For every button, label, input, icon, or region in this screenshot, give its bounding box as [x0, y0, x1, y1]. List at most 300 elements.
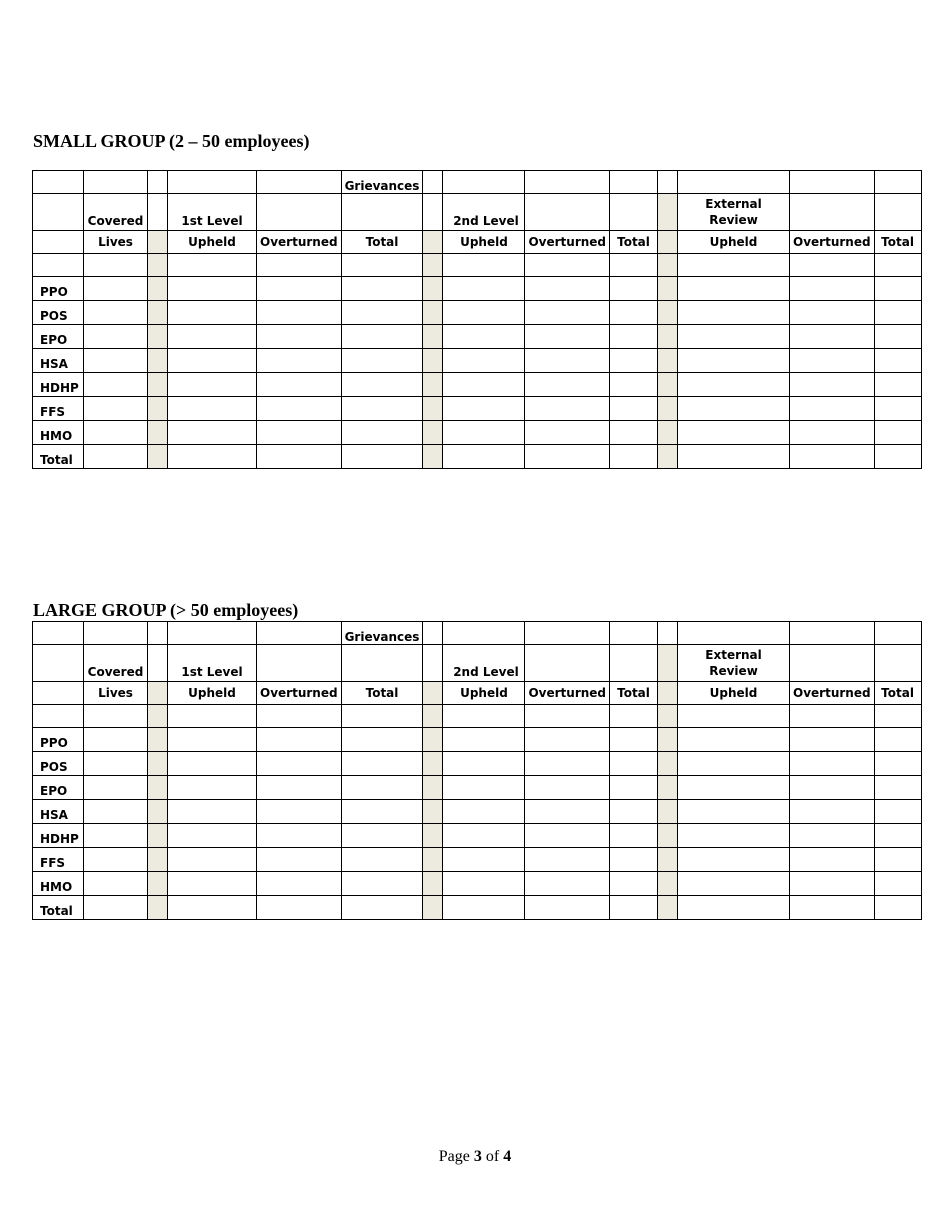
- ext-upheld-cell: [678, 373, 790, 397]
- l1-total-cell: [341, 421, 423, 445]
- separator-cell: [148, 325, 168, 349]
- row-label: FFS: [33, 397, 84, 421]
- table-row: [33, 421, 922, 445]
- ext-upheld-cell: [678, 397, 790, 421]
- ext-upheld-header: Upheld: [678, 682, 790, 705]
- header-row-sub: [33, 682, 922, 705]
- separator-cell: [658, 349, 678, 373]
- l1-overturned-cell: [257, 728, 342, 752]
- ext-overturned-cell: [790, 824, 875, 848]
- table-row: [33, 872, 922, 896]
- ext-total-cell: [874, 349, 921, 373]
- header-cell-empty: [84, 622, 148, 645]
- separator-cell: [423, 445, 443, 469]
- ext-overturned-cell: [790, 325, 875, 349]
- l2-overturned-cell: [525, 301, 610, 325]
- table-row: [33, 776, 922, 800]
- separator-cell: [148, 705, 168, 728]
- covered-lives-cell: [84, 824, 148, 848]
- separator-cell: [423, 752, 443, 776]
- table-row: [33, 397, 922, 421]
- row-label: EPO: [33, 776, 84, 800]
- l2-upheld-cell: [443, 872, 525, 896]
- blank-cell: [678, 705, 790, 728]
- covered-lives-cell: [84, 349, 148, 373]
- l1-upheld-cell: [168, 896, 257, 920]
- header-row-top: [33, 171, 922, 194]
- separator-cell: [423, 728, 443, 752]
- ext-upheld-cell: [678, 848, 790, 872]
- l2-overturned-cell: [525, 325, 610, 349]
- header-cell-empty: [525, 622, 610, 645]
- l1-upheld-cell: [168, 349, 257, 373]
- table-row: [33, 848, 922, 872]
- covered-lives-cell: [84, 421, 148, 445]
- l1-overturned-cell: [257, 421, 342, 445]
- covered-lives-cell: [84, 373, 148, 397]
- header-cell-empty: [610, 171, 658, 194]
- blank-cell: [525, 254, 610, 277]
- l2-total-cell: [610, 445, 658, 469]
- l2-overturned-cell: [525, 800, 610, 824]
- l2-total-cell: [610, 872, 658, 896]
- blank-cell: [257, 254, 342, 277]
- l1-total-cell: [341, 800, 423, 824]
- blank-cell: [443, 705, 525, 728]
- ext-overturned-cell: [790, 800, 875, 824]
- row-label: Total: [33, 896, 84, 920]
- row-label: HMO: [33, 872, 84, 896]
- l2-overturned-cell: [525, 776, 610, 800]
- ext-overturned-cell: [790, 301, 875, 325]
- header-cell-empty: [790, 645, 875, 682]
- l1-upheld-cell: [168, 397, 257, 421]
- page-of: of: [485, 1148, 500, 1165]
- separator-cell: [658, 705, 678, 728]
- ext-upheld-cell: [678, 325, 790, 349]
- l2-total-cell: [610, 397, 658, 421]
- header-cell-empty: [678, 171, 790, 194]
- l2-total-cell: [610, 752, 658, 776]
- blank-cell: [525, 705, 610, 728]
- separator-cell: [658, 728, 678, 752]
- l2-upheld-cell: [443, 896, 525, 920]
- l1-upheld-cell: [168, 728, 257, 752]
- separator-cell: [658, 824, 678, 848]
- l1-overturned-cell: [257, 872, 342, 896]
- l2-total-cell: [610, 728, 658, 752]
- ext-overturned-header: Overturned: [790, 682, 875, 705]
- header-cell-empty: [423, 645, 443, 682]
- separator-cell: [148, 277, 168, 301]
- l2-total-cell: [610, 776, 658, 800]
- l1-total-cell: [341, 349, 423, 373]
- row-label: FFS: [33, 848, 84, 872]
- header-cell-empty: [874, 645, 921, 682]
- header-cell-empty: [658, 622, 678, 645]
- header-cell-empty: [525, 171, 610, 194]
- blank-cell: [257, 705, 342, 728]
- ext-overturned-cell: [790, 752, 875, 776]
- l1-total-cell: [341, 325, 423, 349]
- covered-lives-cell: [84, 301, 148, 325]
- l2-upheld-header: Upheld: [443, 682, 525, 705]
- l2-total-cell: [610, 896, 658, 920]
- ext-total-cell: [874, 325, 921, 349]
- ext-upheld-cell: [678, 445, 790, 469]
- header-cell-empty: [168, 171, 257, 194]
- l1-upheld-cell: [168, 752, 257, 776]
- header-cell-empty: [33, 682, 84, 705]
- blank-cell: [790, 254, 875, 277]
- l1-upheld-cell: [168, 325, 257, 349]
- l1-overturned-cell: [257, 824, 342, 848]
- l1-overturned-cell: [257, 800, 342, 824]
- l1-overturned-cell: [257, 373, 342, 397]
- l2-upheld-cell: [443, 776, 525, 800]
- header-cell-empty: [148, 194, 168, 231]
- l1-overturned-cell: [257, 349, 342, 373]
- l2-overturned-cell: [525, 848, 610, 872]
- header-cell-empty: [443, 622, 525, 645]
- table-row: [33, 824, 922, 848]
- l2-total-cell: [610, 800, 658, 824]
- ext-total-cell: [874, 301, 921, 325]
- header-cell-empty: [33, 645, 84, 682]
- l2-overturned-cell: [525, 752, 610, 776]
- header-cell-empty: [423, 194, 443, 231]
- separator-cell: [658, 776, 678, 800]
- l1-upheld-cell: [168, 373, 257, 397]
- l2-overturned-header: Overturned: [525, 231, 610, 254]
- l2-upheld-cell: [443, 728, 525, 752]
- blank-cell: [610, 254, 658, 277]
- second-level-header: 2nd Level: [443, 194, 525, 231]
- ext-overturned-cell: [790, 445, 875, 469]
- covered-lives-cell: [84, 776, 148, 800]
- header-cell-empty: [148, 645, 168, 682]
- header-row-sub: [33, 231, 922, 254]
- ext-total-cell: [874, 776, 921, 800]
- l2-upheld-cell: [443, 800, 525, 824]
- l2-overturned-cell: [525, 277, 610, 301]
- l2-upheld-cell: [443, 349, 525, 373]
- covered-lives-cell: [84, 445, 148, 469]
- table-row: [33, 301, 922, 325]
- l2-overturned-cell: [525, 349, 610, 373]
- l1-total-cell: [341, 301, 423, 325]
- header-row-levels: [33, 645, 922, 682]
- l1-total-cell: [341, 373, 423, 397]
- header-cell-empty: [423, 171, 443, 194]
- row-label: EPO: [33, 325, 84, 349]
- l2-upheld-cell: [443, 824, 525, 848]
- separator-cell: [423, 231, 443, 254]
- ext-overturned-cell: [790, 421, 875, 445]
- ext-overturned-cell: [790, 728, 875, 752]
- l1-overturned-cell: [257, 301, 342, 325]
- row-label: POS: [33, 752, 84, 776]
- second-level-header: 2nd Level: [443, 645, 525, 682]
- blank-cell: [678, 254, 790, 277]
- covered-lives-cell: [84, 277, 148, 301]
- ext-upheld-cell: [678, 349, 790, 373]
- l1-total-cell: [341, 872, 423, 896]
- ext-total-cell: [874, 824, 921, 848]
- header-cell-empty: [33, 622, 84, 645]
- table-row: [33, 752, 922, 776]
- ext-overturned-cell: [790, 848, 875, 872]
- header-cell-empty: [84, 171, 148, 194]
- ext-total-cell: [874, 397, 921, 421]
- ext-upheld-cell: [678, 824, 790, 848]
- l1-overturned-cell: [257, 397, 342, 421]
- l1-overturned-cell: [257, 325, 342, 349]
- separator-cell: [423, 277, 443, 301]
- separator-cell: [658, 231, 678, 254]
- header-cell-empty: [257, 194, 342, 231]
- separator-cell: [148, 848, 168, 872]
- l2-total-header: Total: [610, 682, 658, 705]
- covered-lives-cell: [84, 397, 148, 421]
- header-cell-empty: [525, 645, 610, 682]
- blank-cell: [443, 254, 525, 277]
- header-row-top: [33, 622, 922, 645]
- l2-upheld-header: Upheld: [443, 231, 525, 254]
- separator-cell: [658, 301, 678, 325]
- row-label: Total: [33, 445, 84, 469]
- l2-upheld-cell: [443, 848, 525, 872]
- header-cell-empty: [874, 171, 921, 194]
- ext-total-header: Total: [874, 682, 921, 705]
- ext-total-cell: [874, 872, 921, 896]
- header-cell-empty: [341, 194, 423, 231]
- header-cell-empty: [790, 622, 875, 645]
- l1-total-header: Total: [341, 231, 423, 254]
- ext-upheld-cell: [678, 752, 790, 776]
- row-label: HDHP: [33, 373, 84, 397]
- table-row: [33, 896, 922, 920]
- l2-total-cell: [610, 373, 658, 397]
- ext-overturned-cell: [790, 896, 875, 920]
- covered-header: Covered: [84, 645, 148, 682]
- separator-cell: [148, 373, 168, 397]
- blank-row: [33, 705, 922, 728]
- header-cell-empty: [257, 645, 342, 682]
- first-level-header: 1st Level: [168, 194, 257, 231]
- ext-total-cell: [874, 728, 921, 752]
- ext-overturned-cell: [790, 872, 875, 896]
- blank-cell: [341, 254, 423, 277]
- ext-total-cell: [874, 848, 921, 872]
- l2-total-cell: [610, 277, 658, 301]
- separator-cell: [148, 301, 168, 325]
- ext-total-cell: [874, 445, 921, 469]
- blank-cell: [84, 705, 148, 728]
- l1-upheld-cell: [168, 421, 257, 445]
- small-group-title: SMALL GROUP (2 – 50 employees): [33, 131, 310, 151]
- separator-cell: [658, 325, 678, 349]
- l2-overturned-cell: [525, 445, 610, 469]
- l1-overturned-cell: [257, 445, 342, 469]
- l1-upheld-cell: [168, 277, 257, 301]
- l1-upheld-cell: [168, 848, 257, 872]
- separator-cell: [148, 896, 168, 920]
- l1-total-cell: [341, 776, 423, 800]
- l1-overturned-cell: [257, 848, 342, 872]
- separator-cell: [423, 800, 443, 824]
- header-cell-empty: [790, 194, 875, 231]
- l2-total-cell: [610, 349, 658, 373]
- header-cell-empty: [148, 622, 168, 645]
- ext-upheld-header: Upheld: [678, 231, 790, 254]
- l2-overturned-cell: [525, 824, 610, 848]
- separator-cell: [658, 645, 678, 682]
- blank-row: [33, 254, 922, 277]
- table-row: [33, 800, 922, 824]
- ext-total-cell: [874, 421, 921, 445]
- separator-cell: [148, 776, 168, 800]
- separator-cell: [148, 445, 168, 469]
- external-review-header: External Review: [678, 645, 790, 682]
- row-label: PPO: [33, 728, 84, 752]
- grievances-header: Grievances: [341, 171, 423, 194]
- l1-overturned-cell: [257, 752, 342, 776]
- separator-cell: [658, 445, 678, 469]
- separator-cell: [423, 705, 443, 728]
- separator-cell: [148, 872, 168, 896]
- header-cell-empty: [443, 171, 525, 194]
- l1-total-cell: [341, 397, 423, 421]
- separator-cell: [423, 254, 443, 277]
- table-row: [33, 277, 922, 301]
- table-row: [33, 373, 922, 397]
- covered-lives-cell: [84, 752, 148, 776]
- l1-overturned-header: Overturned: [257, 682, 342, 705]
- blank-cell: [168, 254, 257, 277]
- ext-upheld-cell: [678, 421, 790, 445]
- covered-lives-cell: [84, 728, 148, 752]
- l2-upheld-cell: [443, 277, 525, 301]
- covered-lives-cell: [84, 848, 148, 872]
- row-label: PPO: [33, 277, 84, 301]
- separator-cell: [658, 752, 678, 776]
- header-cell-empty: [610, 194, 658, 231]
- covered-lives-cell: [84, 872, 148, 896]
- l1-total-cell: [341, 277, 423, 301]
- l2-upheld-cell: [443, 397, 525, 421]
- header-cell-empty: [33, 194, 84, 231]
- ext-upheld-cell: [678, 728, 790, 752]
- separator-cell: [658, 848, 678, 872]
- header-cell-empty: [33, 171, 84, 194]
- blank-cell: [790, 705, 875, 728]
- l1-total-cell: [341, 728, 423, 752]
- l2-upheld-cell: [443, 373, 525, 397]
- lives-header: Lives: [84, 682, 148, 705]
- separator-cell: [658, 254, 678, 277]
- separator-cell: [148, 800, 168, 824]
- ext-upheld-cell: [678, 896, 790, 920]
- separator-cell: [423, 824, 443, 848]
- blank-cell: [341, 705, 423, 728]
- table-row: [33, 728, 922, 752]
- separator-cell: [423, 325, 443, 349]
- separator-cell: [658, 896, 678, 920]
- large-group-grievance-table: [32, 621, 922, 920]
- ext-upheld-cell: [678, 776, 790, 800]
- ext-total-cell: [874, 752, 921, 776]
- header-cell-empty: [874, 194, 921, 231]
- l2-total-cell: [610, 421, 658, 445]
- separator-cell: [423, 301, 443, 325]
- separator-cell: [423, 848, 443, 872]
- l2-upheld-cell: [443, 445, 525, 469]
- separator-cell: [148, 752, 168, 776]
- header-cell-empty: [168, 622, 257, 645]
- separator-cell: [423, 896, 443, 920]
- separator-cell: [148, 397, 168, 421]
- l1-overturned-header: Overturned: [257, 231, 342, 254]
- header-cell-empty: [148, 171, 168, 194]
- l1-upheld-header: Upheld: [168, 231, 257, 254]
- l1-upheld-cell: [168, 445, 257, 469]
- separator-cell: [658, 682, 678, 705]
- ext-total-cell: [874, 800, 921, 824]
- blank-cell: [874, 254, 921, 277]
- l2-overturned-cell: [525, 728, 610, 752]
- header-cell-empty: [423, 622, 443, 645]
- blank-cell: [874, 705, 921, 728]
- separator-cell: [658, 277, 678, 301]
- separator-cell: [658, 397, 678, 421]
- l2-overturned-header: Overturned: [525, 682, 610, 705]
- l2-overturned-cell: [525, 373, 610, 397]
- separator-cell: [148, 349, 168, 373]
- header-cell-empty: [874, 622, 921, 645]
- header-cell-empty: [257, 622, 342, 645]
- header-row-levels: [33, 194, 922, 231]
- l2-upheld-cell: [443, 325, 525, 349]
- ext-total-header: Total: [874, 231, 921, 254]
- ext-overturned-cell: [790, 397, 875, 421]
- l1-upheld-cell: [168, 800, 257, 824]
- l1-total-header: Total: [341, 682, 423, 705]
- separator-cell: [423, 682, 443, 705]
- header-cell-empty: [678, 622, 790, 645]
- l2-overturned-cell: [525, 896, 610, 920]
- separator-cell: [423, 421, 443, 445]
- l2-total-cell: [610, 301, 658, 325]
- lives-header: Lives: [84, 231, 148, 254]
- l1-total-cell: [341, 848, 423, 872]
- l1-total-cell: [341, 824, 423, 848]
- row-label: HMO: [33, 421, 84, 445]
- header-cell-empty: [33, 231, 84, 254]
- separator-cell: [658, 800, 678, 824]
- blank-cell: [84, 254, 148, 277]
- l1-upheld-header: Upheld: [168, 682, 257, 705]
- separator-cell: [148, 421, 168, 445]
- l1-overturned-cell: [257, 277, 342, 301]
- separator-cell: [658, 194, 678, 231]
- blank-cell: [610, 705, 658, 728]
- header-cell-empty: [257, 171, 342, 194]
- separator-cell: [148, 682, 168, 705]
- l1-upheld-cell: [168, 824, 257, 848]
- ext-overturned-header: Overturned: [790, 231, 875, 254]
- row-label: POS: [33, 301, 84, 325]
